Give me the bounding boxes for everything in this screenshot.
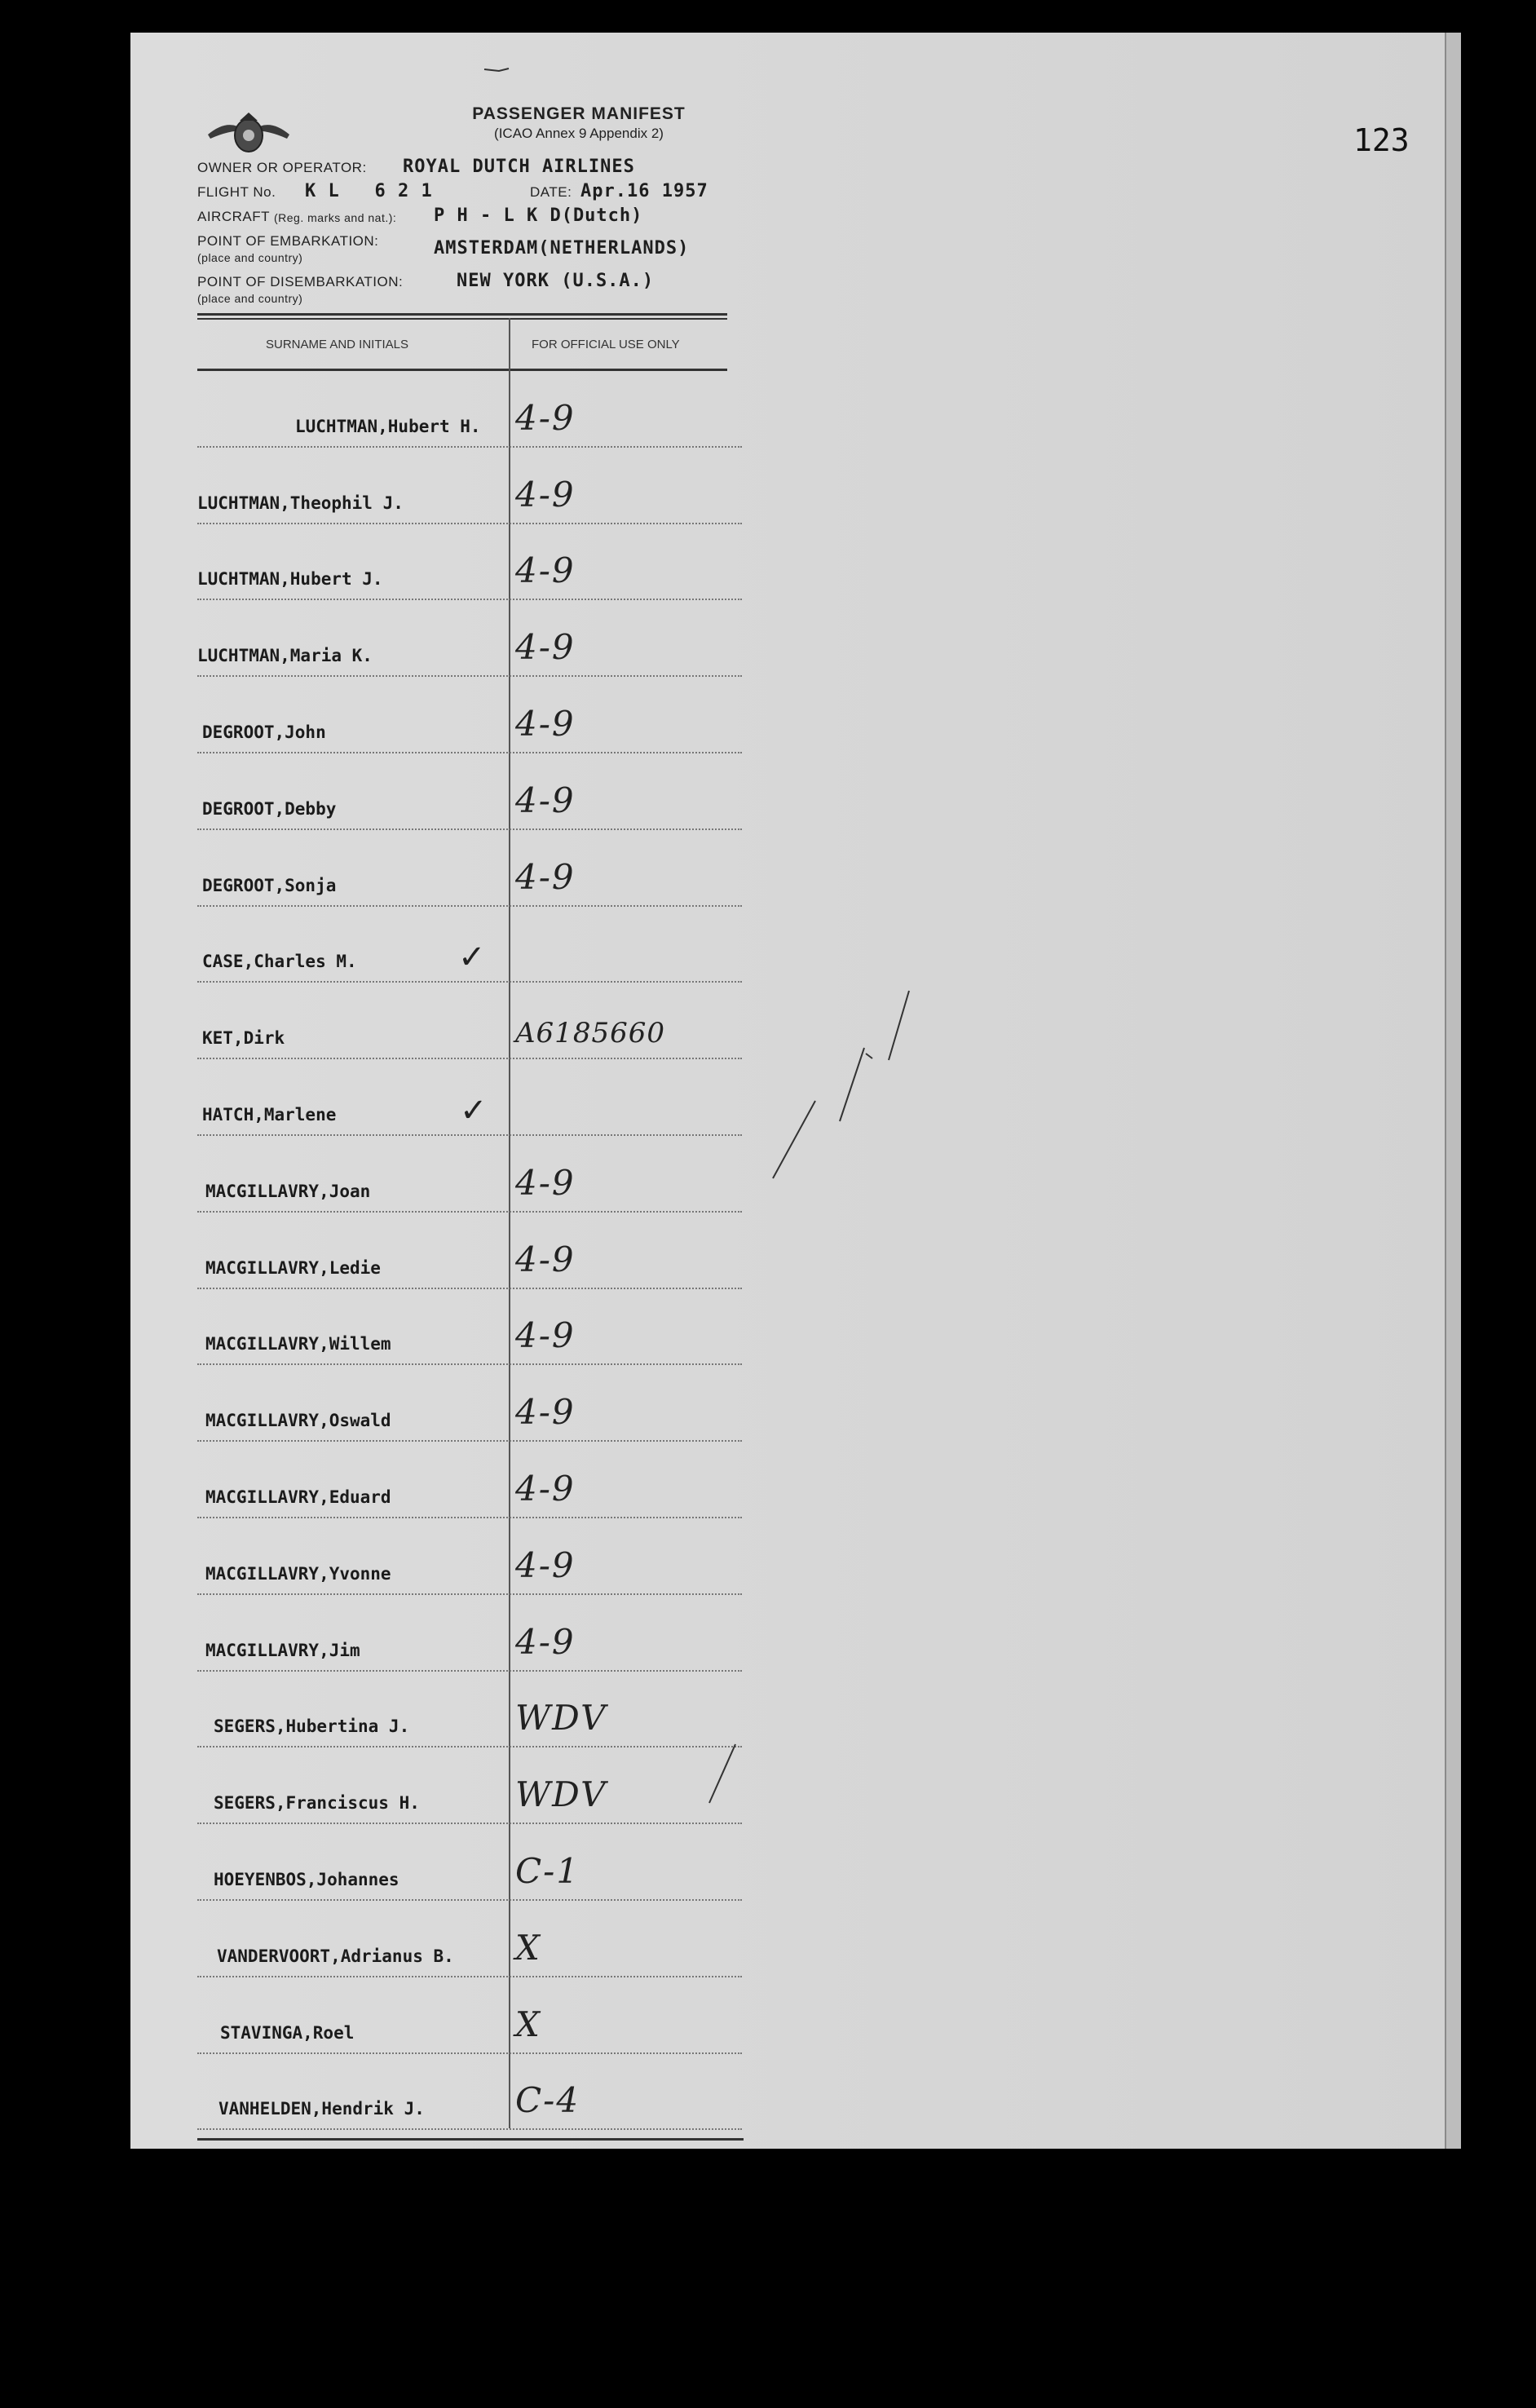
aircraft-value: P H - L K D(Dutch) (434, 205, 643, 226)
passenger-table (197, 371, 742, 2130)
stray-mark-top (483, 67, 510, 73)
passenger-row (197, 1518, 742, 1595)
disembarkation-sub-label: (place and country) (197, 292, 303, 305)
pencil-slash-mark (701, 1741, 742, 1806)
official-use-annotation: 4-9 (515, 1239, 576, 1279)
passenger-name: LUCHTMAN,Maria K. (197, 646, 373, 666)
passenger-row (197, 2054, 742, 2131)
passenger-name: MACGILLAVRY,Joan (205, 1181, 371, 1201)
passenger-name: HOEYENBOS,Johannes (214, 1869, 399, 1889)
manifest-title: PASSENGER MANIFEST (472, 104, 686, 123)
passenger-row (197, 1672, 742, 1748)
official-use-annotation: 4-9 (515, 627, 576, 668)
passenger-name: CASE,Charles M. (202, 952, 357, 972)
column-surname: SURNAME AND INITIALS (266, 338, 409, 351)
check-mark-icon: ✓ (460, 1091, 488, 1129)
passenger-row (197, 1289, 742, 1366)
check-mark-icon: ✓ (458, 939, 486, 977)
flight-value: K L 6 2 1 (305, 181, 433, 201)
passenger-row (197, 1136, 742, 1213)
official-use-annotation: 4-9 (515, 1392, 576, 1433)
pencil-stroke-mark (766, 987, 913, 1182)
disembarkation-value: NEW YORK (U.S.A.) (457, 271, 655, 291)
official-use-annotation: A6185660 (515, 1017, 665, 1050)
disembarkation-label: POINT OF DISEMBARKATION: (197, 274, 404, 289)
official-use-annotation: 4-9 (515, 474, 576, 515)
bottom-rule (197, 2138, 744, 2141)
date-label: DATE: (530, 184, 572, 200)
passenger-name: DEGROOT,Sonja (202, 875, 337, 895)
passenger-name: SEGERS,Franciscus H. (214, 1793, 420, 1814)
page-number: 123 (1353, 122, 1410, 158)
official-use-annotation: X (515, 2004, 541, 2044)
flight-label: FLIGHT No. (197, 184, 276, 200)
column-official: FOR OFFICIAL USE ONLY (532, 338, 680, 351)
official-use-annotation: 4-9 (515, 397, 576, 438)
passenger-name: MACGILLAVRY,Ledie (205, 1257, 381, 1278)
passenger-row (197, 753, 742, 830)
passenger-row (197, 1213, 742, 1289)
passenger-row (197, 1747, 742, 1824)
date-value: Apr.16 1957 (580, 181, 708, 201)
manifest-title-block (375, 104, 783, 142)
passenger-row (197, 524, 742, 601)
passenger-row (197, 1365, 742, 1442)
official-use-annotation: 4-9 (515, 1468, 576, 1509)
passenger-row (197, 1059, 742, 1136)
passenger-row (197, 1442, 742, 1518)
passenger-name: VANDERVOORT,Adrianus B. (217, 1946, 454, 1966)
official-use-annotation: WDV (515, 1774, 607, 1815)
passenger-row (197, 1977, 742, 2054)
official-use-annotation: 4-9 (515, 780, 576, 820)
passenger-row (197, 600, 742, 677)
official-use-annotation: 4-9 (515, 1162, 576, 1203)
passenger-row (197, 677, 742, 753)
page-edge (1445, 33, 1461, 2149)
passenger-row (197, 1901, 742, 1977)
passenger-name: VANHELDEN,Hendrik J. (218, 2099, 425, 2119)
embarkation-value: AMSTERDAM(NETHERLANDS) (434, 238, 690, 258)
passenger-name: DEGROOT,Debby (202, 798, 337, 819)
passenger-name: LUCHTMAN,Hubert H. (295, 416, 481, 436)
official-use-annotation: 4-9 (515, 1544, 576, 1585)
passenger-name: MACGILLAVRY,Yvonne (205, 1563, 391, 1584)
passenger-name: LUCHTMAN,Theophil J. (197, 493, 404, 513)
passenger-name: DEGROOT,John (202, 722, 326, 742)
aircraft-label: AIRCRAFT (197, 209, 270, 224)
passenger-name: LUCHTMAN,Hubert J. (197, 569, 383, 590)
klm-crest-icon (204, 106, 294, 163)
passenger-row (197, 1824, 742, 1901)
passenger-name: SEGERS,Hubertina J. (214, 1717, 410, 1737)
passenger-name: STAVINGA,Roel (220, 2022, 355, 2043)
official-use-annotation: X (515, 1927, 541, 1968)
aircraft-sub-label: (Reg. marks and nat.): (274, 211, 397, 224)
embarkation-sub-label: (place and country) (197, 251, 303, 264)
passenger-name: MACGILLAVRY,Eduard (205, 1487, 391, 1507)
official-use-annotation: 4-9 (515, 550, 576, 591)
manifest-subtitle: (ICAO Annex 9 Appendix 2) (494, 126, 664, 141)
passenger-row (197, 371, 742, 448)
official-use-annotation: C-1 (515, 1850, 580, 1891)
header-rule-thin (197, 318, 727, 320)
owner-label: OWNER OR OPERATOR: (197, 160, 367, 175)
official-use-annotation: WDV (515, 1698, 607, 1739)
official-use-annotation: C-4 (515, 2080, 580, 2121)
passenger-name: MACGILLAVRY,Oswald (205, 1411, 391, 1431)
passenger-name: MACGILLAVRY,Jim (205, 1640, 360, 1660)
passenger-row (197, 1595, 742, 1672)
official-use-annotation: 4-9 (515, 703, 576, 744)
passenger-name: KET,Dirk (202, 1028, 285, 1049)
official-use-annotation: 4-9 (515, 1315, 576, 1356)
passenger-row (197, 448, 742, 524)
header-rule (197, 313, 727, 316)
official-use-annotation: 4-9 (515, 1621, 576, 1662)
passenger-name: MACGILLAVRY,Willem (205, 1334, 391, 1354)
embarkation-label: POINT OF EMBARKATION: (197, 233, 379, 249)
passenger-name: HATCH,Marlene (202, 1104, 337, 1124)
passenger-row (197, 983, 742, 1059)
passenger-row (197, 830, 742, 907)
row-dotted-line (197, 2128, 742, 2130)
passenger-row (197, 907, 742, 983)
owner-value: ROYAL DUTCH AIRLINES (403, 157, 635, 177)
official-use-annotation: 4-9 (515, 856, 576, 897)
